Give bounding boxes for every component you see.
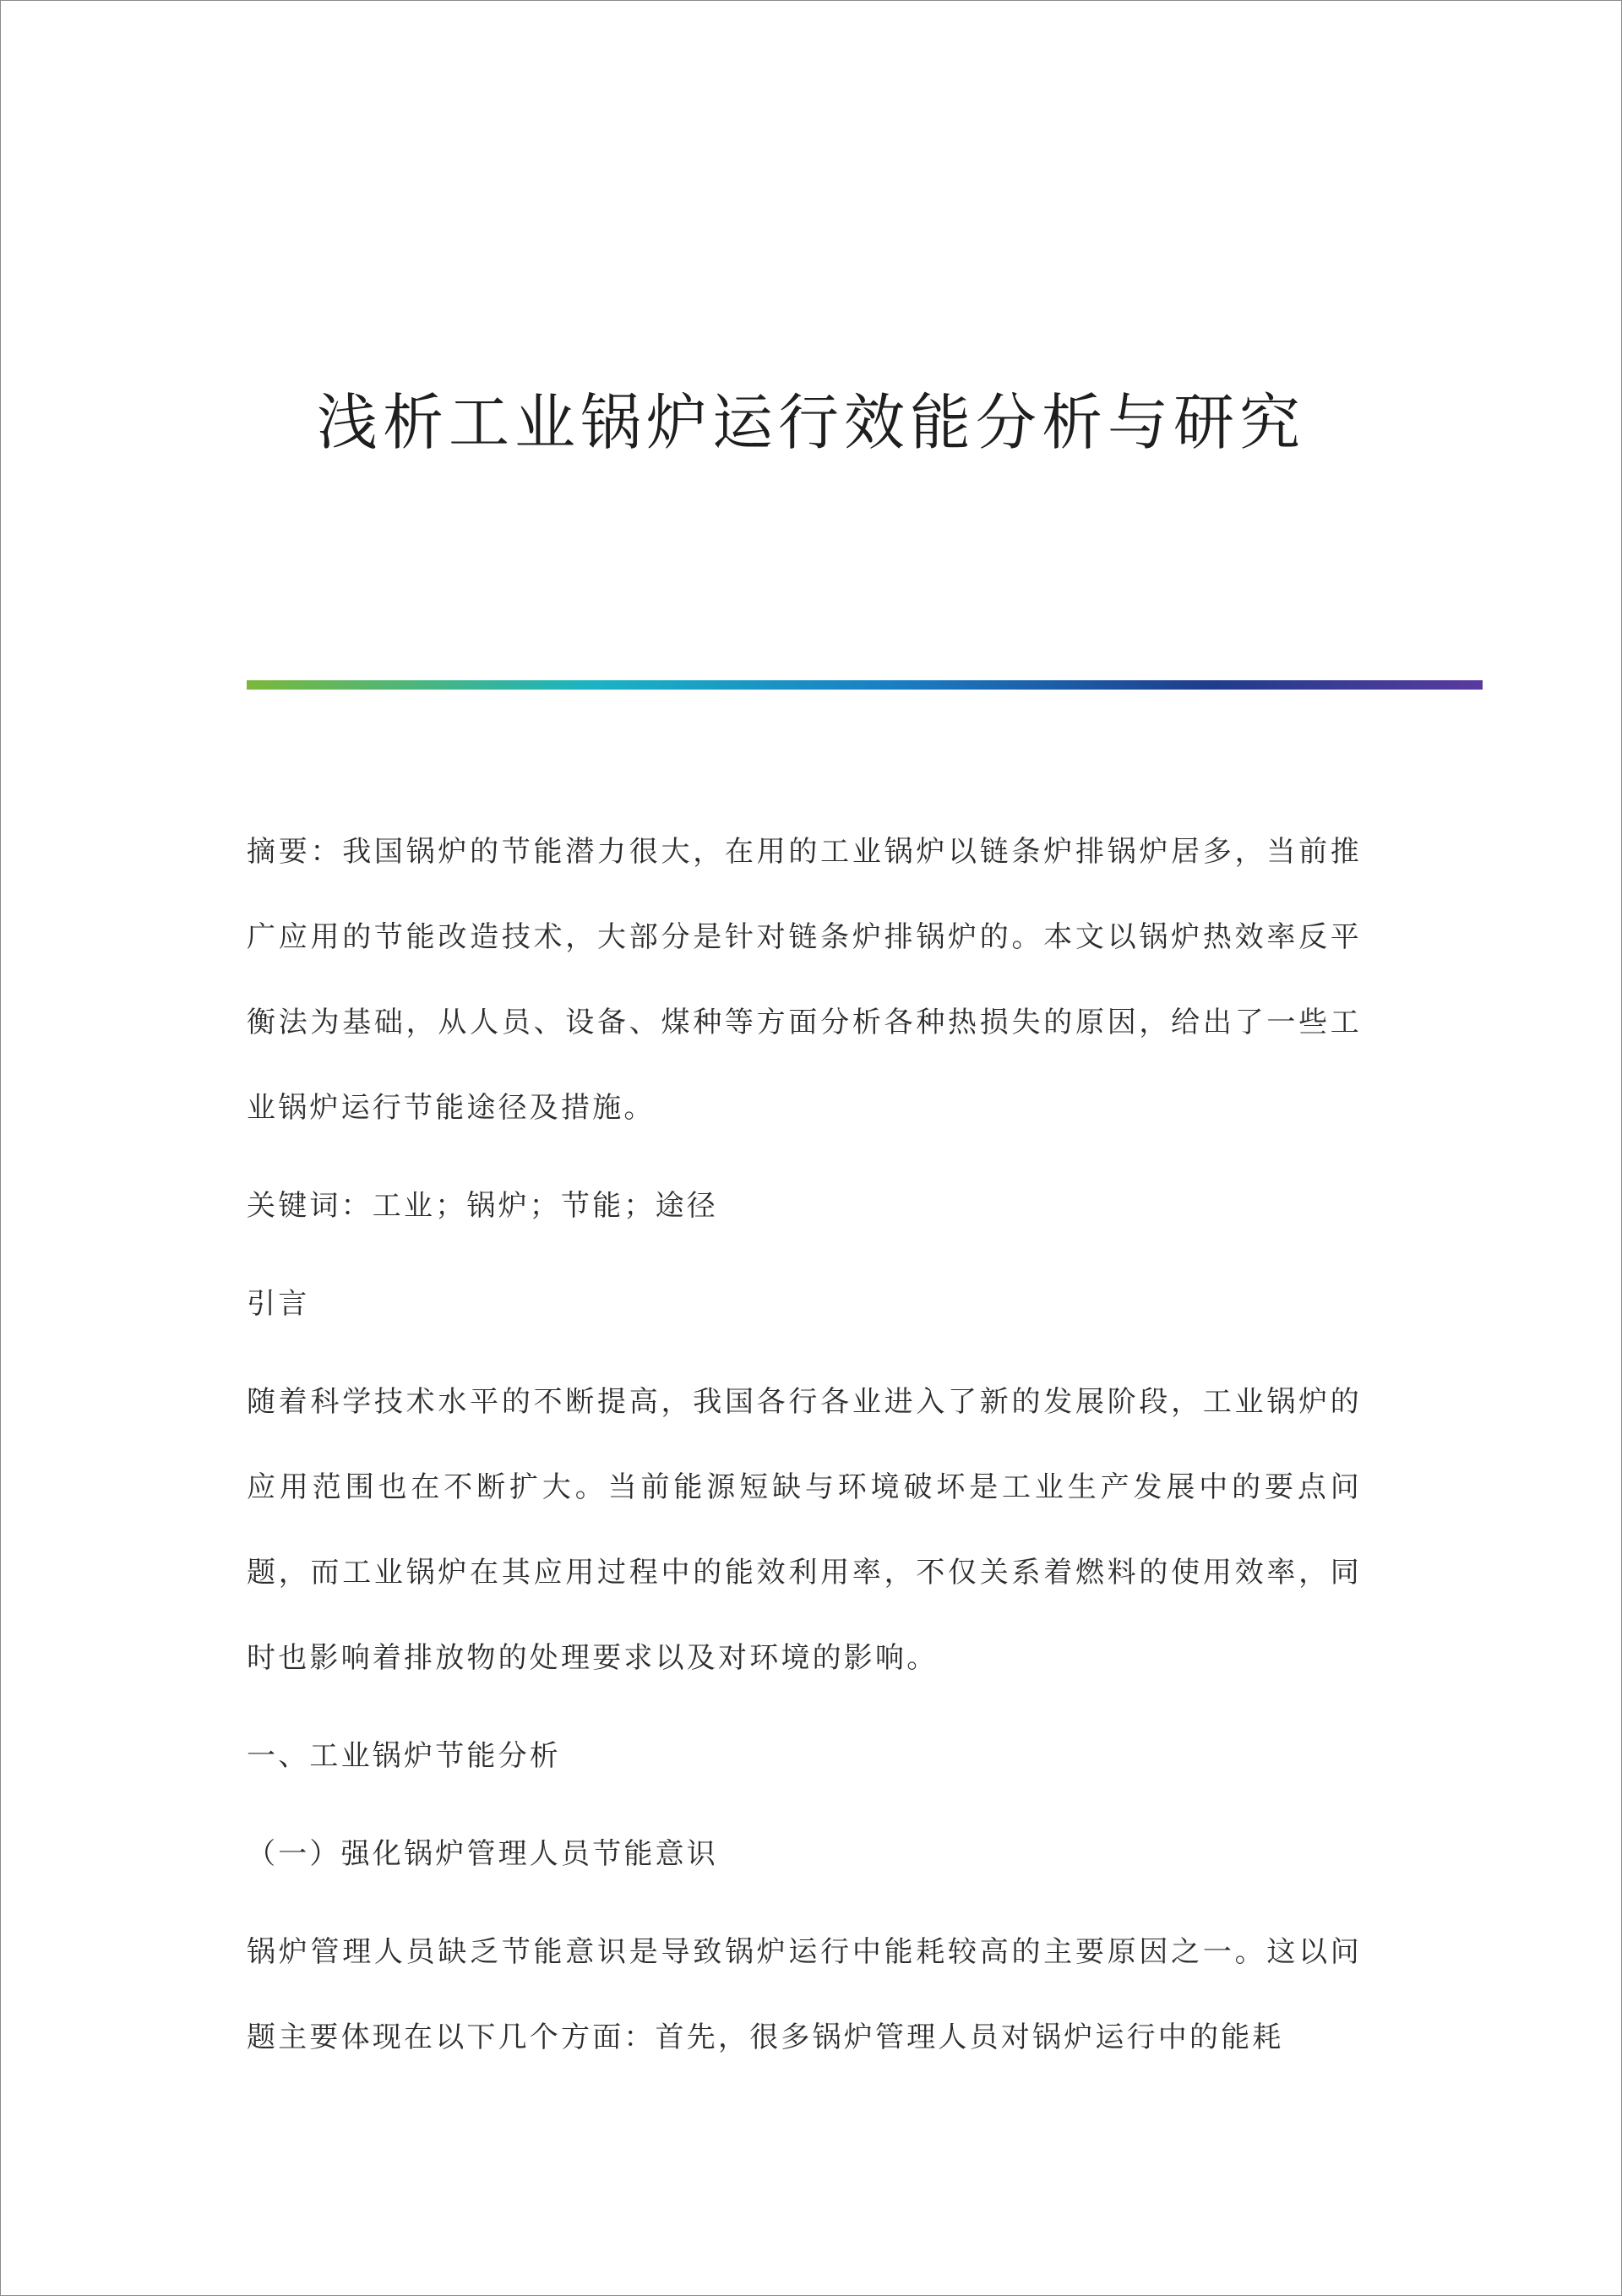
abstract-paragraph: 摘要：我国锅炉的节能潜力很大，在用的工业锅炉以链条炉排锅炉居多，当前推广应用的节能改造技术，大部分是针对链条炉排锅炉的。本文以锅炉热效率反平衡法为基础，从人员、设备、煤种等方面分析各种热损失的原因，给出了一些工业锅炉运行节能途径及措施。	[247, 835, 1362, 1125]
subsection-1-heading: （一）强化锅炉管理人员节能意识	[247, 1837, 718, 1871]
title-divider	[247, 680, 1483, 690]
intro-paragraph: 随着科学技术水平的不断提高，我国各行各业进入了新的发展阶段，工业锅炉的应用范围也在不断扩大。当前能源短缺与环境破坏是工业生产发展中的要点问题，而工业锅炉在其应用过程中的能效利用率，不仅关系着燃料的使用效率，同时也影响着排放物的处理要求以及对环境的影响。	[247, 1385, 1362, 1675]
section-1-heading: 一、工业锅炉节能分析	[247, 1739, 561, 1773]
intro-heading: 引言	[247, 1287, 310, 1321]
document-title: 浅析工业锅炉运行效能分析与研究	[316, 387, 1305, 458]
keywords-line: 关键词：工业；锅炉；节能；途径	[247, 1189, 718, 1223]
document-body	[247, 810, 1362, 2081]
subsection-1-paragraph: 锅炉管理人员缺乏节能意识是导致锅炉运行中能耗较高的主要原因之一。这以问题主要体现在以下几个方面：首先，很多锅炉管理人员对锅炉运行中的能耗	[247, 1935, 1362, 2054]
